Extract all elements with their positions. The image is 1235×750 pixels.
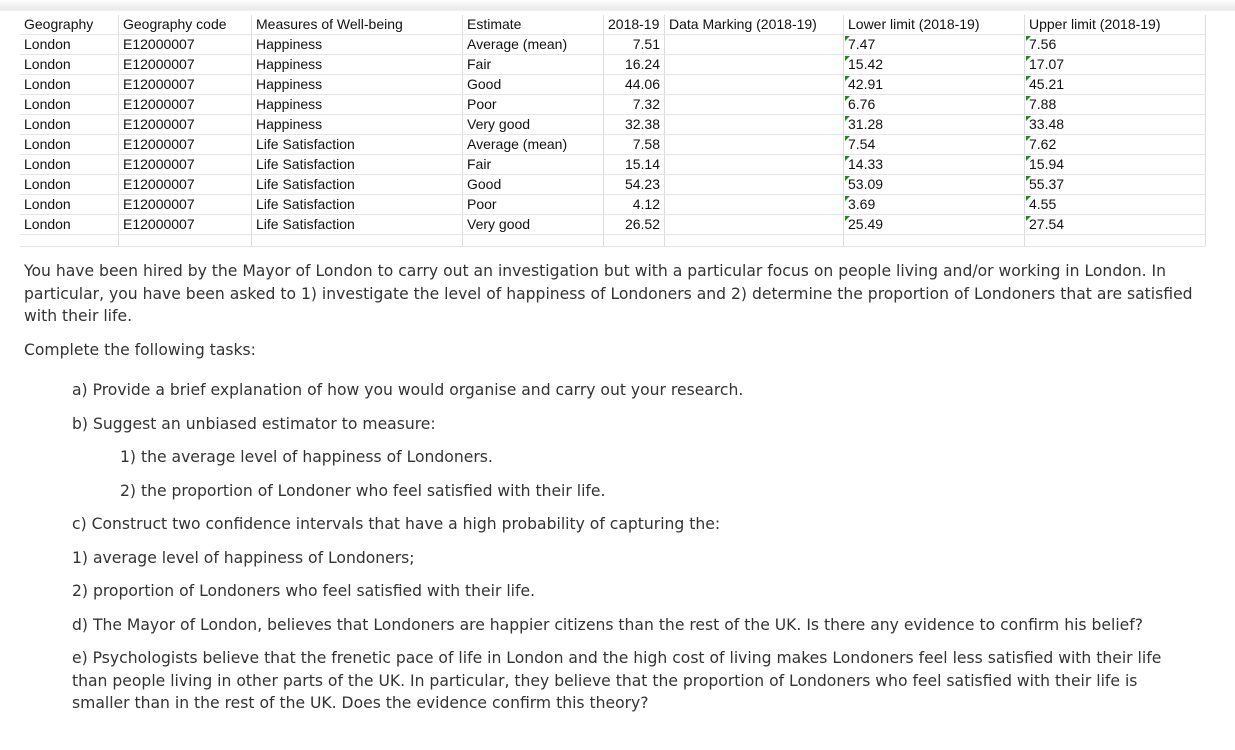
table-cell[interactable]: 7.56	[1025, 35, 1206, 55]
column-header[interactable]: 2018-19	[604, 15, 665, 35]
table-cell[interactable]: 42.91	[844, 75, 1025, 95]
table-row	[20, 35, 1206, 55]
column-header[interactable]: Data Marking (2018-19)	[665, 15, 844, 35]
table-cell[interactable]: Happiness	[252, 95, 463, 115]
column-header[interactable]: Upper limit (2018-19)	[1025, 15, 1206, 35]
column-header[interactable]: Geography	[20, 15, 119, 35]
table-cell[interactable]: 7.54	[844, 135, 1025, 155]
table-cell[interactable]: E12000007	[119, 155, 252, 175]
table-cell[interactable]: 4.55	[1025, 195, 1206, 215]
table-cell[interactable]	[665, 215, 844, 235]
table-cell[interactable]	[20, 235, 119, 247]
table-cell[interactable]: Happiness	[252, 75, 463, 95]
table-cell[interactable]: London	[20, 115, 119, 135]
table-cell[interactable]	[463, 235, 604, 247]
table-row	[20, 175, 1206, 195]
table-row	[20, 115, 1206, 135]
table-cell[interactable]	[119, 235, 252, 247]
table-cell[interactable]: Life Satisfaction	[252, 155, 463, 175]
table-cell[interactable]: E12000007	[119, 215, 252, 235]
table-cell[interactable]: 55.37	[1025, 175, 1206, 195]
table-cell[interactable]: 32.38	[604, 115, 665, 135]
table-cell[interactable]: 53.09	[844, 175, 1025, 195]
table-cell[interactable]: 14.33	[844, 155, 1025, 175]
table-cell[interactable]: 16.24	[604, 55, 665, 75]
task-item: a) Provide a brief explanation of how you would organise and carry out your research.	[72, 381, 744, 399]
column-header[interactable]: Measures of Well-being	[252, 15, 463, 35]
table-cell[interactable]: London	[20, 55, 119, 75]
table-cell[interactable]: 27.54	[1025, 215, 1206, 235]
table-cell[interactable]: Happiness	[252, 115, 463, 135]
column-header[interactable]: Estimate	[463, 15, 604, 35]
table-cell[interactable]: 45.21	[1025, 75, 1206, 95]
table-cell[interactable]: 31.28	[844, 115, 1025, 135]
table-cell[interactable]: E12000007	[119, 175, 252, 195]
table-cell[interactable]: E12000007	[119, 135, 252, 155]
table-cell[interactable]	[665, 175, 844, 195]
task-item: 1) average level of happiness of Londoners;	[72, 548, 415, 567]
table-cell[interactable]: 6.76	[844, 95, 1025, 115]
table-cell[interactable]	[665, 55, 844, 75]
top-shadow	[0, 0, 1235, 12]
table-cell[interactable]	[665, 75, 844, 95]
table-cell[interactable]: E12000007	[119, 35, 252, 55]
table-cell[interactable]: 15.94	[1025, 155, 1206, 175]
column-header[interactable]: Lower limit (2018-19)	[844, 15, 1025, 35]
table-cell[interactable]: Good	[463, 175, 604, 195]
table-row	[20, 215, 1206, 235]
table-cell[interactable]	[604, 235, 665, 247]
table-cell[interactable]: Good	[463, 75, 604, 95]
table-row	[20, 135, 1206, 155]
table-cell[interactable]: 26.52	[604, 215, 665, 235]
table-header-row	[20, 15, 1206, 35]
table-cell[interactable]: London	[20, 175, 119, 195]
table-row	[20, 95, 1206, 115]
table-cell[interactable]	[665, 135, 844, 155]
instruction: Complete the following tasks:	[24, 340, 256, 359]
table-cell[interactable]: Very good	[463, 215, 604, 235]
table-cell[interactable]: 15.42	[844, 55, 1025, 75]
table-cell[interactable]: E12000007	[119, 55, 252, 75]
table-cell[interactable]	[1025, 235, 1206, 247]
table-cell[interactable]: 4.12	[604, 195, 665, 215]
table-cell[interactable]: E12000007	[119, 75, 252, 95]
table-cell[interactable]: 7.32	[604, 95, 665, 115]
table-cell[interactable]: 15.14	[604, 155, 665, 175]
table-cell[interactable]: London	[20, 35, 119, 55]
table-cell[interactable]: Happiness	[252, 55, 463, 75]
table-row	[20, 55, 1206, 75]
table-cell[interactable]: London	[20, 215, 119, 235]
table-cell[interactable]: E12000007	[119, 115, 252, 135]
wellbeing-table	[20, 15, 1206, 247]
table-cell[interactable]: London	[20, 195, 119, 215]
task-item: 1) the average level of happiness of Londoners.	[120, 448, 493, 466]
table-cell[interactable]	[252, 235, 463, 247]
table-cell[interactable]: Poor	[463, 195, 604, 215]
empty-row	[20, 235, 1206, 247]
table-cell[interactable]: Very good	[463, 115, 604, 135]
table-cell[interactable]: London	[20, 95, 119, 115]
task-item: e) Psychologists believe that the frenetic pace of life in London and the high cost of living makes Londoners feel less satisfied with their life than people living in other parts of the UK. In particular, they believe that the proportion of Londoners who feel satisfied with their life is smaller than in the rest of the UK. Does the evidence confirm this theory?	[72, 649, 1162, 712]
table-cell[interactable]: Average (mean)	[463, 35, 604, 55]
task-list	[24, 379, 1194, 715]
table-row	[20, 75, 1206, 95]
task-item: d) The Mayor of London, believes that Londoners are happier citizens than the rest of the UK. Is there any evidence to confirm his belief?	[72, 615, 1144, 634]
intro-paragraph: You have been hired by the Mayor of London to carry out an investigation but with a particular focus on people living and/or working in London. In particular, you have been asked to 1) investigate the level of happiness of Londoners and 2) determine the proportion of Londoners that are satisfied with their life.	[24, 262, 1193, 325]
table-cell[interactable]: Life Satisfaction	[252, 215, 463, 235]
table-cell[interactable]: 7.51	[604, 35, 665, 55]
table-cell[interactable]: E12000007	[119, 95, 252, 115]
table-cell[interactable]: 3.69	[844, 195, 1025, 215]
question-text	[24, 260, 1194, 726]
table-cell[interactable]: Average (mean)	[463, 135, 604, 155]
table-cell[interactable]: Fair	[463, 55, 604, 75]
table-cell[interactable]	[665, 235, 844, 247]
table-cell[interactable]: E12000007	[119, 195, 252, 215]
table-cell[interactable]: 7.58	[604, 135, 665, 155]
table-row	[20, 155, 1206, 175]
table-cell[interactable]	[665, 115, 844, 135]
task-item: 2) the proportion of Londoner who feel satisfied with their life.	[120, 481, 606, 500]
table-cell[interactable]: Poor	[463, 95, 604, 115]
table-cell[interactable]	[665, 195, 844, 215]
table-cell[interactable]: Fair	[463, 155, 604, 175]
table-cell[interactable]: London	[20, 75, 119, 95]
table-cell[interactable]	[844, 235, 1025, 247]
task-item: c) Construct two confidence intervals that have a high probability of capturing the:	[72, 515, 721, 533]
table-cell[interactable]: 7.88	[1025, 95, 1206, 115]
table-cell[interactable]: 54.23	[604, 175, 665, 195]
table-cell[interactable]: 7.62	[1025, 135, 1206, 155]
table-cell[interactable]: 44.06	[604, 75, 665, 95]
table-cell[interactable]: London	[20, 135, 119, 155]
table-cell[interactable]: Life Satisfaction	[252, 195, 463, 215]
table-cell[interactable]: 25.49	[844, 215, 1025, 235]
table-cell[interactable]	[665, 95, 844, 115]
table-cell[interactable]: Life Satisfaction	[252, 175, 463, 195]
table-cell[interactable]: 7.47	[844, 35, 1025, 55]
table-cell[interactable]	[665, 155, 844, 175]
table-cell[interactable]: London	[20, 155, 119, 175]
table-cell[interactable]: 17.07	[1025, 55, 1206, 75]
table-cell[interactable]: Life Satisfaction	[252, 135, 463, 155]
table-cell[interactable]: Happiness	[252, 35, 463, 55]
task-item: b) Suggest an unbiased estimator to measure:	[72, 414, 436, 433]
task-item: 2) proportion of Londoners who feel satisfied with their life.	[72, 582, 536, 600]
table-row	[20, 195, 1206, 215]
column-header[interactable]: Geography code	[119, 15, 252, 35]
table-cell[interactable]	[665, 35, 844, 55]
table-cell[interactable]: 33.48	[1025, 115, 1206, 135]
